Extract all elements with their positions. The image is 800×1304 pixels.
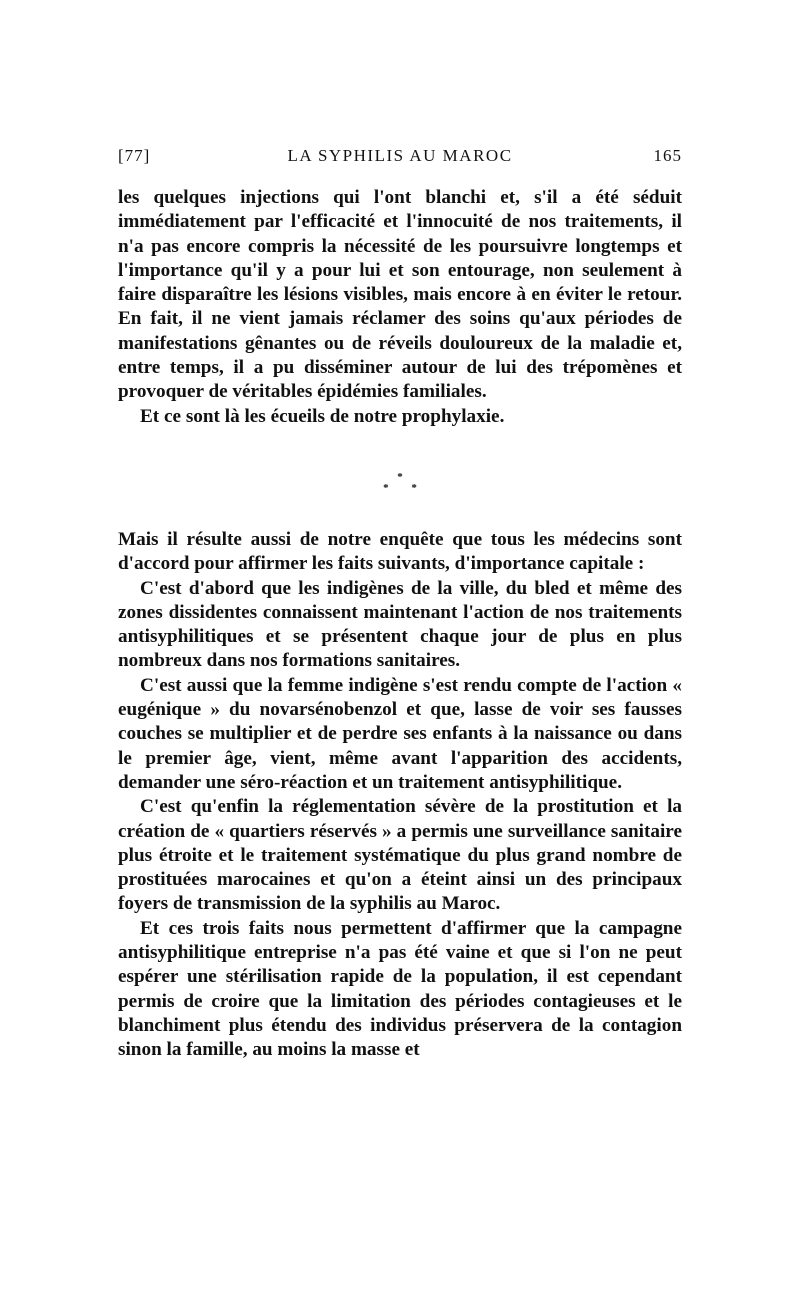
paragraph: C'est aussi que la femme indigène s'est rendu compte de l'action « eugénique » du novarsénobenzol et que, lasse de voir ses fausses couches se multiplier et de perdre ses enfants à la naissance ou dans le premier âge, vient, même avant l'apparition des accidents, demander une séro-réaction et un traitement antisyphilitique. [118,674,682,793]
running-head [118,146,682,170]
running-title: LA SYPHILIS AU MAROC [287,146,513,165]
body-text-top [118,186,682,429]
body-text-bottom [118,528,682,1063]
paragraph: C'est qu'enfin la réglementation sévère de la prostitution et la création de « quartiers réservés » a permis une surveillance sanitaire plus étroite et le traitement systématique du plus grand nombre de prostituées marocaines et qu'on a éteint ainsi un des principaux foyers de transmission de la syphilis au Maroc. [118,796,682,915]
paragraph: les quelques injections qui l'ont blanchi et, s'il a été séduit immédiatement par l'efficacité et l'innocuité de nos traitements, il n'a pas encore compris la nécessité de les poursuivre longtemps et l'importance qu'il y a pour lui et son entourage, non seulement à faire disparaître les lésions visibles, mais encore à en éviter le retour. En fait, il ne vient jamais réclamer des soins qu'aux périodes de manifestations gênantes ou de réveils douloureux de la maladie et, entre temps, il a pu disséminer autour de lui des trépomènes et provoquer de véritables épidémies familiales. [118,187,682,403]
section-separator [118,472,682,494]
book-page [118,0,682,1304]
page-number: 165 [653,146,682,165]
paragraph: C'est d'abord que les indigènes de la ville, du bled et même des zones dissidentes connaissent maintenant l'action de nos traitements antisyphilitiques et se présentent chaque jour de plus en plus nombreux dans nos formations sanitaires. [118,577,682,672]
separator-star-top: * [397,471,403,483]
paragraph: Mais il résulte aussi de notre enquête que tous les médecins sont d'accord pour affirmer les faits suivants, d'importance capitale : [118,529,682,575]
chapter-number: [77] [118,146,151,165]
paragraph: Et ces trois faits nous permettent d'affirmer que la campagne antisyphilitique entreprise n'a pas été vaine et que si l'on ne peut espérer une stérilisation rapide de la population, il est cependant permis de croire que la limitation des périodes contagieuses et le blanchiment plus étendu des individus préservera de la contagion sinon la famille, au moins la masse et [118,917,682,1061]
separator-stars-bottom: * * [383,482,427,494]
paragraph: Et ce sont là les écueils de notre prophylaxie. [140,405,505,427]
